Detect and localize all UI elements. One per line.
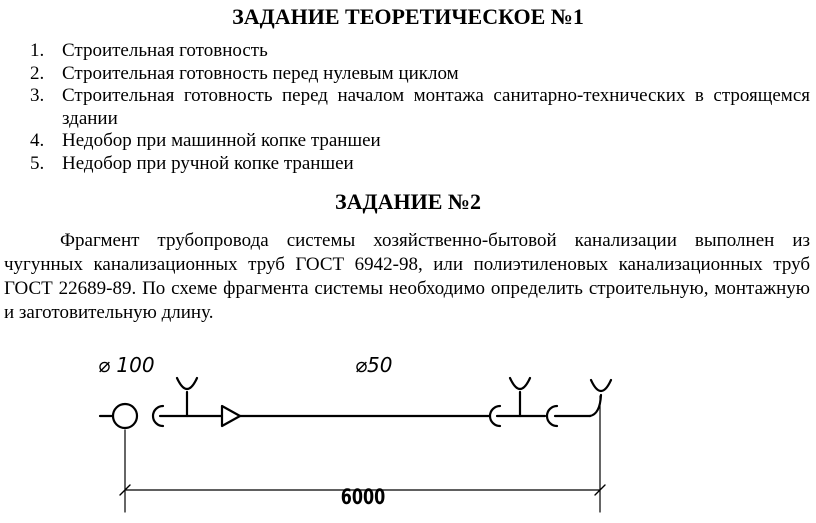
elbow-funnel bbox=[591, 380, 611, 391]
diameter-label-left: ⌀ 100 bbox=[98, 353, 155, 377]
list-item-number: 1. bbox=[30, 40, 45, 61]
elbow bbox=[590, 395, 601, 416]
list-item bbox=[30, 153, 810, 176]
list-item bbox=[30, 63, 810, 86]
list-item-number: 5. bbox=[30, 152, 45, 174]
task1-list bbox=[30, 40, 810, 175]
pipeline-scheme bbox=[0, 345, 816, 523]
list-item bbox=[30, 40, 810, 63]
list-item-text: Недобор при ручной копке траншеи bbox=[62, 152, 354, 174]
list-item bbox=[30, 130, 810, 153]
list-item-text: Строительная готовность перед нулевым циклом bbox=[62, 62, 459, 84]
task2-title: ЗАДАНИЕ №2 bbox=[334, 189, 482, 214]
list-item-text: Строительная готовность bbox=[62, 40, 268, 61]
reducer-triangle bbox=[222, 406, 240, 426]
list-item-number: 3. bbox=[30, 85, 45, 106]
list-item-number: 2. bbox=[30, 62, 45, 84]
length-dimension-label: 6000 bbox=[340, 486, 386, 510]
tee-funnel bbox=[177, 378, 197, 389]
list-item-text: Строительная готовность перед началом монтажа санитарно-технических в строящемся здании bbox=[62, 85, 810, 129]
list-item bbox=[30, 85, 810, 130]
diameter-label-right: ⌀50 bbox=[355, 353, 393, 377]
task2-paragraph: Фрагмент трубопровода системы хозяйственно-бытовой канализации выполнен из чугунных канализационных труб ГОСТ 6942-98, или полиэтиленовых канализационных труб ГОСТ 22689-89. По схеме фрагмента системы необходимо определить строительную, монтажную и заготовительную длину. bbox=[4, 230, 810, 323]
riser-circle bbox=[113, 404, 137, 428]
tee-funnel bbox=[510, 378, 530, 389]
list-item-number: 4. bbox=[30, 130, 45, 151]
task1-title: ЗАДАНИЕ ТЕОРЕТИЧЕСКОЕ №1 bbox=[232, 4, 584, 29]
list-item-text: Недобор при машинной копке траншеи bbox=[62, 130, 381, 151]
